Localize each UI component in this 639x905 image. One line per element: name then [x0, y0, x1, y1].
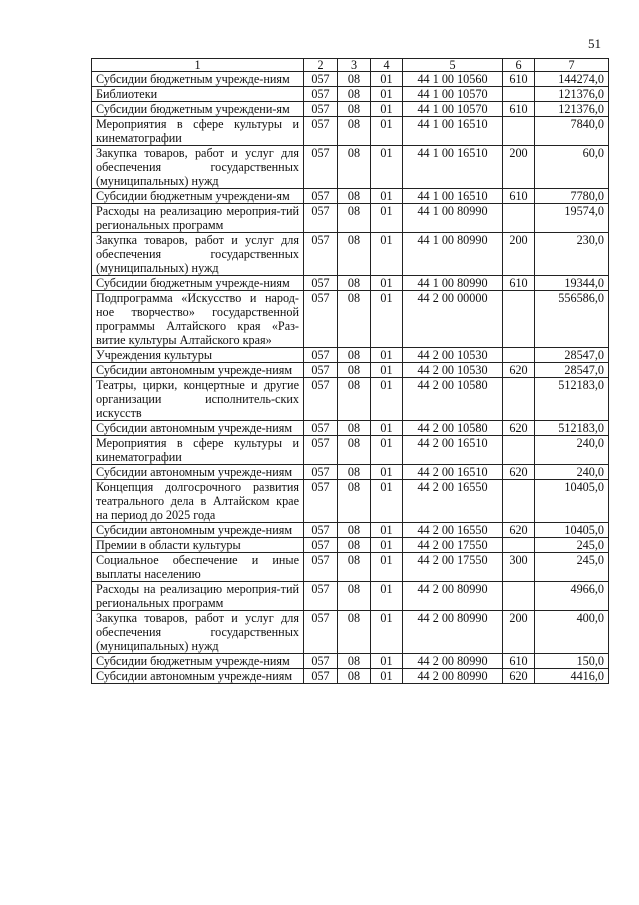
section-cell: 08 — [338, 233, 371, 276]
page-number: 51 — [588, 36, 601, 51]
ministry-code-cell: 057 — [304, 553, 338, 582]
item-name-cell: Субсидии бюджетным учреждени-ям — [92, 189, 304, 204]
expense-type-cell: 610 — [503, 654, 535, 669]
item-name-cell: Мероприятия в сфере культуры и кинематографии — [92, 436, 304, 465]
target-article-cell: 44 2 00 16550 — [403, 523, 503, 538]
table-row — [92, 582, 609, 611]
amount-cell: 245,0 — [535, 553, 609, 582]
ministry-code-cell: 057 — [304, 654, 338, 669]
amount-cell: 19344,0 — [535, 276, 609, 291]
ministry-code-cell: 057 — [304, 523, 338, 538]
amount-cell: 10405,0 — [535, 523, 609, 538]
header-cell: 5 — [403, 59, 503, 72]
amount-cell: 28547,0 — [535, 348, 609, 363]
amount-cell: 4416,0 — [535, 669, 609, 684]
item-name-cell: Субсидии автономным учрежде-ниям — [92, 523, 304, 538]
expense-type-cell — [503, 582, 535, 611]
expense-type-cell — [503, 87, 535, 102]
subsection-cell: 01 — [371, 654, 403, 669]
section-cell: 08 — [338, 189, 371, 204]
item-name-cell: Подпрограмма «Искусство и народ-ное творчество» государственной программы Алтайского края «Раз-витие культуры Алтайского края» — [92, 291, 304, 348]
target-article-cell: 44 1 00 80990 — [403, 233, 503, 276]
amount-cell: 512183,0 — [535, 421, 609, 436]
ministry-code-cell: 057 — [304, 117, 338, 146]
table-row — [92, 465, 609, 480]
ministry-code-cell: 057 — [304, 436, 338, 465]
section-cell: 08 — [338, 465, 371, 480]
subsection-cell: 01 — [371, 538, 403, 553]
section-cell: 08 — [338, 421, 371, 436]
table-row — [92, 654, 609, 669]
table-row — [92, 611, 609, 654]
section-cell: 08 — [338, 117, 371, 146]
ministry-code-cell: 057 — [304, 102, 338, 117]
section-cell: 08 — [338, 72, 371, 87]
amount-cell: 400,0 — [535, 611, 609, 654]
amount-cell: 121376,0 — [535, 102, 609, 117]
target-article-cell: 44 1 00 10570 — [403, 102, 503, 117]
ministry-code-cell: 057 — [304, 465, 338, 480]
subsection-cell: 01 — [371, 480, 403, 523]
item-name-cell: Расходы на реализацию мероприя-тий региональных программ — [92, 582, 304, 611]
item-name-cell: Концепция долгосрочного развития театрального дела в Алтайском крае на период до 2025 года — [92, 480, 304, 523]
subsection-cell: 01 — [371, 363, 403, 378]
subsection-cell: 01 — [371, 523, 403, 538]
amount-cell: 245,0 — [535, 538, 609, 553]
table-row — [92, 291, 609, 348]
expense-type-cell: 200 — [503, 146, 535, 189]
item-name-cell: Закупка товаров, работ и услуг для обеспечения государственных (муниципальных) нужд — [92, 146, 304, 189]
subsection-cell: 01 — [371, 378, 403, 421]
section-cell: 08 — [338, 523, 371, 538]
target-article-cell: 44 2 00 80990 — [403, 611, 503, 654]
subsection-cell: 01 — [371, 87, 403, 102]
table-row — [92, 480, 609, 523]
item-name-cell: Субсидии автономным учрежде-ниям — [92, 465, 304, 480]
expense-type-cell: 610 — [503, 72, 535, 87]
ministry-code-cell: 057 — [304, 276, 338, 291]
section-cell: 08 — [338, 363, 371, 378]
item-name-cell: Библиотеки — [92, 87, 304, 102]
subsection-cell: 01 — [371, 146, 403, 189]
table-row — [92, 204, 609, 233]
item-name-cell: Субсидии бюджетным учрежде-ниям — [92, 654, 304, 669]
expense-type-cell: 620 — [503, 465, 535, 480]
item-name-cell: Субсидии бюджетным учреждени-ям — [92, 102, 304, 117]
section-cell: 08 — [338, 654, 371, 669]
expense-type-cell: 620 — [503, 523, 535, 538]
amount-cell: 60,0 — [535, 146, 609, 189]
expense-type-cell — [503, 204, 535, 233]
section-cell: 08 — [338, 204, 371, 233]
table-row — [92, 276, 609, 291]
table-body — [92, 72, 609, 684]
section-cell: 08 — [338, 538, 371, 553]
item-name-cell: Социальное обеспечение и иные выплаты населению — [92, 553, 304, 582]
ministry-code-cell: 057 — [304, 538, 338, 553]
table-row — [92, 436, 609, 465]
ministry-code-cell: 057 — [304, 582, 338, 611]
amount-cell: 150,0 — [535, 654, 609, 669]
section-cell: 08 — [338, 146, 371, 189]
section-cell: 08 — [338, 582, 371, 611]
table-row — [92, 669, 609, 684]
ministry-code-cell: 057 — [304, 348, 338, 363]
item-name-cell: Субсидии автономным учрежде-ниям — [92, 669, 304, 684]
section-cell: 08 — [338, 436, 371, 465]
target-article-cell: 44 2 00 10580 — [403, 378, 503, 421]
table-row — [92, 421, 609, 436]
target-article-cell: 44 1 00 80990 — [403, 276, 503, 291]
table-row — [92, 87, 609, 102]
expense-type-cell — [503, 538, 535, 553]
header-cell: 6 — [503, 59, 535, 72]
header-cell: 4 — [371, 59, 403, 72]
header-cell: 3 — [338, 59, 371, 72]
expense-type-cell: 610 — [503, 276, 535, 291]
table-row — [92, 146, 609, 189]
item-name-cell: Субсидии бюджетным учрежде-ниям — [92, 276, 304, 291]
target-article-cell: 44 2 00 16550 — [403, 480, 503, 523]
ministry-code-cell: 057 — [304, 233, 338, 276]
amount-cell: 240,0 — [535, 465, 609, 480]
target-article-cell: 44 1 00 16510 — [403, 189, 503, 204]
table-row — [92, 363, 609, 378]
expense-type-cell: 610 — [503, 189, 535, 204]
expense-type-cell — [503, 378, 535, 421]
subsection-cell: 01 — [371, 611, 403, 654]
section-cell: 08 — [338, 553, 371, 582]
target-article-cell: 44 2 00 10530 — [403, 363, 503, 378]
ministry-code-cell: 057 — [304, 669, 338, 684]
subsection-cell: 01 — [371, 291, 403, 348]
subsection-cell: 01 — [371, 189, 403, 204]
amount-cell: 512183,0 — [535, 378, 609, 421]
subsection-cell: 01 — [371, 465, 403, 480]
section-cell: 08 — [338, 378, 371, 421]
table-row — [92, 523, 609, 538]
subsection-cell: 01 — [371, 553, 403, 582]
amount-cell: 19574,0 — [535, 204, 609, 233]
header-cell: 7 — [535, 59, 609, 72]
expense-type-cell: 300 — [503, 553, 535, 582]
subsection-cell: 01 — [371, 669, 403, 684]
section-cell: 08 — [338, 669, 371, 684]
table-row — [92, 538, 609, 553]
item-name-cell: Субсидии автономным учрежде-ниям — [92, 363, 304, 378]
subsection-cell: 01 — [371, 421, 403, 436]
section-cell: 08 — [338, 87, 371, 102]
amount-cell: 7780,0 — [535, 189, 609, 204]
amount-cell: 4966,0 — [535, 582, 609, 611]
header-cell: 2 — [304, 59, 338, 72]
table-row — [92, 72, 609, 87]
ministry-code-cell: 057 — [304, 204, 338, 233]
subsection-cell: 01 — [371, 204, 403, 233]
ministry-code-cell: 057 — [304, 378, 338, 421]
expense-type-cell — [503, 348, 535, 363]
amount-cell: 556586,0 — [535, 291, 609, 348]
target-article-cell: 44 2 00 17550 — [403, 553, 503, 582]
table-row — [92, 233, 609, 276]
ministry-code-cell: 057 — [304, 480, 338, 523]
item-name-cell: Театры, цирки, концертные и другие организации исполнитель-ских искусств — [92, 378, 304, 421]
amount-cell: 240,0 — [535, 436, 609, 465]
expense-type-cell — [503, 480, 535, 523]
ministry-code-cell: 057 — [304, 87, 338, 102]
item-name-cell: Закупка товаров, работ и услуг для обеспечения государственных (муниципальных) нужд — [92, 611, 304, 654]
target-article-cell: 44 2 00 10580 — [403, 421, 503, 436]
expense-type-cell — [503, 291, 535, 348]
table-header-row — [92, 59, 609, 72]
subsection-cell: 01 — [371, 276, 403, 291]
subsection-cell: 01 — [371, 582, 403, 611]
amount-cell: 121376,0 — [535, 87, 609, 102]
item-name-cell: Премии в области культуры — [92, 538, 304, 553]
expense-type-cell: 620 — [503, 669, 535, 684]
budget-table — [91, 58, 609, 684]
target-article-cell: 44 1 00 16510 — [403, 117, 503, 146]
item-name-cell: Субсидии автономным учрежде-ниям — [92, 421, 304, 436]
ministry-code-cell: 057 — [304, 421, 338, 436]
target-article-cell: 44 1 00 80990 — [403, 204, 503, 233]
subsection-cell: 01 — [371, 117, 403, 146]
target-article-cell: 44 2 00 80990 — [403, 582, 503, 611]
ministry-code-cell: 057 — [304, 363, 338, 378]
target-article-cell: 44 2 00 10530 — [403, 348, 503, 363]
section-cell: 08 — [338, 102, 371, 117]
table-row — [92, 117, 609, 146]
target-article-cell: 44 1 00 10570 — [403, 87, 503, 102]
item-name-cell: Закупка товаров, работ и услуг для обеспечения государственных (муниципальных) нужд — [92, 233, 304, 276]
section-cell: 08 — [338, 611, 371, 654]
table-row — [92, 189, 609, 204]
table-row — [92, 348, 609, 363]
expense-type-cell: 620 — [503, 363, 535, 378]
amount-cell: 144274,0 — [535, 72, 609, 87]
subsection-cell: 01 — [371, 233, 403, 276]
ministry-code-cell: 057 — [304, 189, 338, 204]
target-article-cell: 44 2 00 16510 — [403, 436, 503, 465]
table-row — [92, 378, 609, 421]
target-article-cell: 44 1 00 10560 — [403, 72, 503, 87]
section-cell: 08 — [338, 276, 371, 291]
section-cell: 08 — [338, 480, 371, 523]
subsection-cell: 01 — [371, 72, 403, 87]
target-article-cell: 44 2 00 80990 — [403, 654, 503, 669]
subsection-cell: 01 — [371, 348, 403, 363]
expense-type-cell — [503, 117, 535, 146]
header-cell: 1 — [92, 59, 304, 72]
subsection-cell: 01 — [371, 102, 403, 117]
ministry-code-cell: 057 — [304, 72, 338, 87]
section-cell: 08 — [338, 291, 371, 348]
expense-type-cell: 200 — [503, 233, 535, 276]
expense-type-cell: 200 — [503, 611, 535, 654]
target-article-cell: 44 2 00 16510 — [403, 465, 503, 480]
section-cell: 08 — [338, 348, 371, 363]
ministry-code-cell: 057 — [304, 611, 338, 654]
item-name-cell: Учреждения культуры — [92, 348, 304, 363]
amount-cell: 7840,0 — [535, 117, 609, 146]
ministry-code-cell: 057 — [304, 291, 338, 348]
item-name-cell: Мероприятия в сфере культуры и кинематографии — [92, 117, 304, 146]
item-name-cell: Субсидии бюджетным учрежде-ниям — [92, 72, 304, 87]
target-article-cell: 44 2 00 00000 — [403, 291, 503, 348]
expense-type-cell — [503, 436, 535, 465]
ministry-code-cell: 057 — [304, 146, 338, 189]
expense-type-cell: 620 — [503, 421, 535, 436]
amount-cell: 28547,0 — [535, 363, 609, 378]
table-row — [92, 553, 609, 582]
expense-type-cell: 610 — [503, 102, 535, 117]
amount-cell: 10405,0 — [535, 480, 609, 523]
table-row — [92, 102, 609, 117]
target-article-cell: 44 2 00 17550 — [403, 538, 503, 553]
subsection-cell: 01 — [371, 436, 403, 465]
item-name-cell: Расходы на реализацию мероприя-тий региональных программ — [92, 204, 304, 233]
target-article-cell: 44 1 00 16510 — [403, 146, 503, 189]
target-article-cell: 44 2 00 80990 — [403, 669, 503, 684]
amount-cell: 230,0 — [535, 233, 609, 276]
